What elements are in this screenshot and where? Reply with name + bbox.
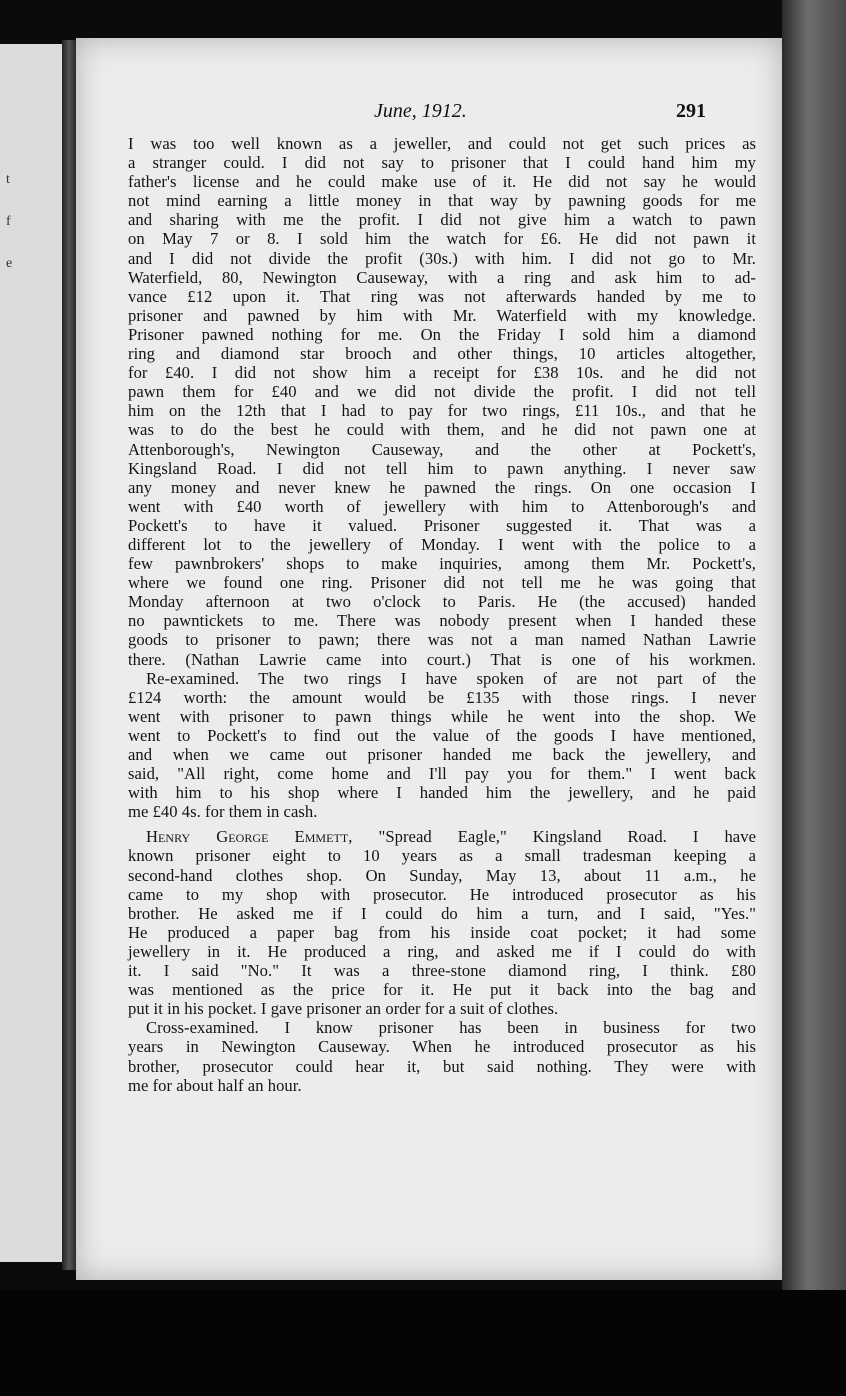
line-text: brother, prosecutor could hear it, but said nothing. They were with: [128, 1056, 756, 1076]
line-text: was mentioned as the price for it. He put it back into the bag and: [128, 980, 756, 1000]
text-line: [128, 846, 756, 865]
text-line: [128, 516, 756, 535]
text-line: [128, 1018, 756, 1037]
facing-page-char: t: [6, 172, 10, 187]
text-line: [128, 885, 756, 904]
line-text: Kingsland Road. I did not tell him to pawn anything. I never saw: [128, 458, 756, 478]
line-text: and I did not divide the profit (30s.) with him. I did not go to Mr.: [128, 248, 756, 268]
line-text: on May 7 or 8. I sold him the watch for £6. He did not pawn it: [128, 229, 756, 249]
line-text: went to Pockett's to find out the value of the goods I have mentioned,: [128, 725, 756, 745]
page-stack-edge: [782, 0, 846, 1320]
line-text: known prisoner eight to 10 years as a small tradesman keeping a: [128, 846, 756, 866]
text-line: [128, 554, 756, 573]
text-line: [128, 650, 756, 669]
text-line: [128, 325, 756, 344]
facing-page-char: e: [6, 256, 13, 271]
text-line: [128, 287, 756, 306]
line-text: second-hand clothes shop. On Sunday, May 13, about 11 a.m., he: [128, 865, 756, 885]
text-line: [128, 497, 756, 516]
facing-page-char: f: [6, 214, 11, 229]
text-line: [128, 344, 756, 363]
text-line: [128, 229, 756, 248]
text-line: [128, 745, 756, 764]
text-line: [128, 153, 756, 172]
line-text: Monday afternoon at two o'clock to Paris. He (the accused) handed: [128, 592, 756, 612]
text-line: [128, 191, 756, 210]
line-text: and when we came out prisoner handed me back the jewellery, and: [128, 745, 756, 764]
text-line: [128, 535, 756, 554]
text-line: [128, 363, 756, 382]
line-text: not mind earning a little money in that way by pawning goods for me: [128, 191, 756, 211]
text-line: [128, 999, 756, 1018]
line-text: pawn them for £40 and we did not divide the profit. I did not tell: [128, 382, 756, 402]
line-text: Attenborough's, Newington Causeway, and the other at Pockett's,: [128, 439, 756, 459]
text-line: [128, 980, 756, 999]
line-text: goods to prisoner to pawn; there was not a man named Nathan Lawrie: [128, 630, 756, 650]
text-line: [128, 688, 756, 707]
text-line: [128, 942, 756, 961]
line-text: Re-examined. The two rings I have spoken of are not part of the: [146, 668, 756, 688]
text-line: [128, 1037, 756, 1056]
text-line: [128, 764, 756, 783]
line-text: was to do the best he could with them, and he did not pawn one at: [128, 420, 756, 440]
text-line: [128, 573, 756, 592]
line-text: him on the 12th that I had to pay for two rings, £11 10s., and that he: [128, 401, 756, 421]
text-line: [128, 827, 756, 846]
scan-border: [0, 1290, 846, 1396]
line-text: went with £40 worth of jewellery with him to Attenborough's and: [128, 496, 756, 516]
text-line: [128, 172, 756, 191]
line-text: father's license and he could make use of it. He did not say he would: [128, 172, 756, 192]
line-text: "Spread Eagle," Kingsland Road. I have: [352, 827, 756, 847]
text-line: [128, 440, 756, 459]
text-line: [128, 478, 756, 497]
text-line: [128, 611, 756, 630]
text-line: [128, 630, 756, 649]
line-text: He produced a paper bag from his inside coat pocket; it had some: [128, 922, 756, 942]
line-text: with him to his shop where I handed him the jewellery, and he paid: [128, 783, 756, 803]
text-line: [128, 669, 756, 688]
line-text: where we found one ring. Prisoner did not tell me he was going that: [128, 573, 756, 593]
line-text: any money and never knew he pawned the rings. On one occasion I: [128, 477, 756, 497]
text-line: [128, 420, 756, 439]
text-line: [128, 726, 756, 745]
line-text: vance £12 upon it. That ring was not afterwards handed by me to: [128, 286, 756, 306]
line-text: and sharing with me the profit. I did not give him a watch to pawn: [128, 210, 756, 230]
line-text: there. (Nathan Lawrie came into court.) That is one of his workmen.: [128, 649, 756, 669]
page-header: [76, 100, 782, 130]
line-text: different lot to the jewellery of Monday. I went with the police to a: [128, 534, 756, 554]
line-text: for £40. I did not show him a receipt for £38 10s. and he did not: [128, 363, 756, 383]
line-text: Prisoner pawned nothing for me. On the Friday I sold him a diamond: [128, 324, 756, 344]
text-line: [128, 961, 756, 980]
text-line: [128, 268, 756, 287]
text-line: [128, 707, 756, 726]
page-number: 291: [676, 100, 706, 122]
line-text: prisoner and pawned by him with Mr. Waterfield with my knowledge.: [128, 305, 756, 325]
body-text: [128, 134, 756, 1095]
line-text: a stranger could. I did not say to prisoner that I could hand him my: [128, 153, 756, 173]
text-line: [128, 866, 756, 885]
text-line: [128, 904, 756, 923]
text-line: [128, 306, 756, 325]
line-text: Cross-examined. I know prisoner has been in business for two: [146, 1018, 756, 1038]
text-line: [128, 1057, 756, 1076]
facing-page-edge: [0, 44, 64, 1262]
line-text: went with prisoner to pawn things while he went into the shop. We: [128, 706, 756, 726]
line-text: Waterfield, 80, Newington Causeway, with a ring and ask him to ad-: [128, 267, 756, 287]
text-line: [128, 783, 756, 802]
text-line: [128, 210, 756, 229]
line-text: me £40 4s. for them in cash.: [128, 802, 318, 822]
line-text: me for about half an hour.: [128, 1075, 302, 1095]
line-text: said, "All right, come home and I'll pay you for them." I went back: [128, 764, 756, 784]
text-line: [128, 249, 756, 268]
text-line: [128, 134, 756, 153]
line-text: jewellery in it. He produced a ring, and asked me if I could do with: [128, 941, 756, 961]
witness-name: Henry George Emmett,: [146, 827, 353, 847]
line-text: Pockett's to have it valued. Prisoner suggested it. That was a: [128, 515, 756, 535]
text-line: [128, 382, 756, 401]
text-line: [128, 802, 756, 821]
line-text: came to my shop with prosecutor. He introduced prosecutor as his: [128, 884, 756, 904]
text-line: [128, 459, 756, 478]
line-text: put it in his pocket. I gave prisoner an order for a suit of clothes.: [128, 999, 559, 1019]
line-text: few pawnbrokers' shops to make inquiries, among them Mr. Pockett's,: [128, 554, 756, 574]
book-spine: [62, 40, 76, 1270]
text-line: [128, 1076, 756, 1095]
line-text: it. I said "No." It was a three-stone diamond ring, I think. £80: [128, 961, 756, 981]
line-text: £124 worth: the amount would be £135 with those rings. I never: [128, 687, 756, 707]
line-text: brother. He asked me if I could do him a turn, and I said, "Yes.": [128, 903, 756, 923]
line-text: years in Newington Causeway. When he introduced prosecutor as his: [128, 1037, 756, 1057]
text-line: [128, 401, 756, 420]
text-line: [128, 592, 756, 611]
line-text: I was too well known as a jeweller, and could not get such prices as: [128, 134, 756, 153]
running-head: June, 1912.: [374, 100, 467, 122]
line-text: ring and diamond star brooch and other things, 10 articles altogether,: [128, 344, 756, 364]
line-text: no pawntickets to me. There was nobody present when I handed these: [128, 611, 756, 631]
book-page: [76, 38, 782, 1280]
text-line: [128, 923, 756, 942]
